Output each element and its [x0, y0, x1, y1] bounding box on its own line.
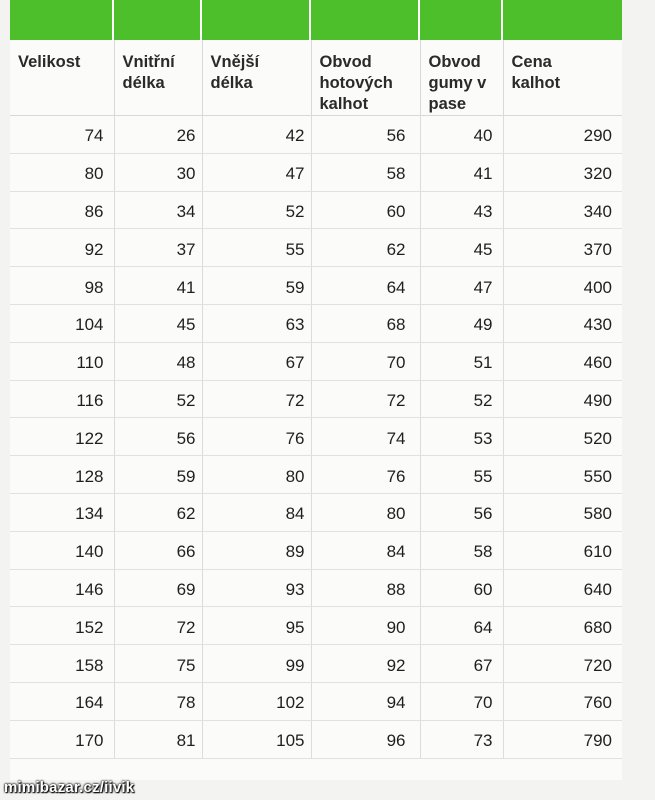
header-line: kalhot [511, 74, 561, 92]
table-cell: 490 [503, 380, 622, 418]
table-cell: 62 [114, 493, 202, 531]
table-cell: 56 [114, 418, 202, 456]
table-cell: 48 [114, 342, 202, 380]
table-row [10, 607, 622, 645]
table-row [10, 116, 622, 154]
table-cell: 400 [503, 267, 622, 305]
table-cell: 580 [503, 493, 622, 531]
table-cell: 47 [420, 267, 503, 305]
table-row [10, 153, 622, 191]
header-line: délka [210, 74, 253, 92]
table-cell: 88 [311, 569, 420, 607]
table-cell: 104 [10, 304, 114, 342]
table-cell: 370 [503, 229, 622, 267]
table-cell: 76 [202, 418, 311, 456]
table-cell: 34 [114, 191, 202, 229]
table-cell: 128 [10, 456, 114, 494]
table-cell: 53 [420, 418, 503, 456]
table-cell: 84 [311, 531, 420, 569]
table-cell: 95 [202, 607, 311, 645]
header-color-cell [420, 0, 503, 40]
table-cell: 158 [10, 645, 114, 683]
table-cell: 55 [202, 229, 311, 267]
table-cell: 60 [420, 569, 503, 607]
table-cell: 74 [311, 418, 420, 456]
table-cell: 72 [311, 380, 420, 418]
table-cell: 93 [202, 569, 311, 607]
table-cell: 55 [420, 456, 503, 494]
table-row [10, 229, 622, 267]
table-cell: 92 [10, 229, 114, 267]
table-cell: 320 [503, 153, 622, 191]
table-cell: 720 [503, 645, 622, 683]
table-cell: 80 [10, 153, 114, 191]
header-line: hotových [319, 74, 393, 92]
column-header-vnitrni-delka [114, 40, 202, 116]
watermark-text: mimibazar.cz/iivik [4, 779, 135, 796]
table-cell: 59 [114, 456, 202, 494]
table-cell: 86 [10, 191, 114, 229]
table-cell: 42 [202, 116, 311, 154]
table-cell: 52 [420, 380, 503, 418]
header-line: délka [122, 74, 165, 92]
table-cell: 30 [114, 153, 202, 191]
table-cell: 74 [10, 116, 114, 154]
table-cell: 430 [503, 304, 622, 342]
table-cell: 51 [420, 342, 503, 380]
table-cell: 164 [10, 682, 114, 720]
table-cell: 64 [420, 607, 503, 645]
table-row [10, 191, 622, 229]
table-cell: 72 [202, 380, 311, 418]
table-cell: 290 [503, 116, 622, 154]
table-row [10, 456, 622, 494]
table-cell: 70 [311, 342, 420, 380]
table-cell: 41 [420, 153, 503, 191]
table-cell: 81 [114, 720, 202, 758]
header-line: gumy v [428, 74, 487, 92]
table-cell: 41 [114, 267, 202, 305]
table-header-row [10, 40, 622, 116]
table-cell: 52 [202, 191, 311, 229]
table-cell: 122 [10, 418, 114, 456]
table-cell: 96 [311, 720, 420, 758]
table-cell: 64 [311, 267, 420, 305]
table-cell: 80 [202, 456, 311, 494]
table-cell: 102 [202, 682, 311, 720]
table-cell: 45 [114, 304, 202, 342]
table-cell: 58 [420, 531, 503, 569]
table-cell: 92 [311, 645, 420, 683]
table-cell: 56 [420, 493, 503, 531]
table-cell: 80 [311, 493, 420, 531]
table-cell: 58 [311, 153, 420, 191]
table-cell: 790 [503, 720, 622, 758]
header-line: kalhot [319, 95, 369, 113]
header-line: Velikost [18, 53, 81, 71]
table-row [10, 569, 622, 607]
table-row [10, 645, 622, 683]
header-color-cell [10, 0, 114, 40]
table-cell: 89 [202, 531, 311, 569]
header-line: Obvod [428, 53, 481, 71]
table-cell: 520 [503, 418, 622, 456]
table-cell: 140 [10, 531, 114, 569]
table-cell: 98 [10, 267, 114, 305]
table-row [10, 304, 622, 342]
header-color-cell [503, 0, 622, 40]
table-cell: 99 [202, 645, 311, 683]
table-cell: 760 [503, 682, 622, 720]
table-cell: 640 [503, 569, 622, 607]
table-cell: 26 [114, 116, 202, 154]
table-cell: 68 [311, 304, 420, 342]
table-row [10, 531, 622, 569]
table-cell: 62 [311, 229, 420, 267]
table-cell: 43 [420, 191, 503, 229]
table-row [10, 493, 622, 531]
table-cell: 56 [311, 116, 420, 154]
table-cell: 460 [503, 342, 622, 380]
table-cell: 134 [10, 493, 114, 531]
header-line: Vnitřní [122, 53, 175, 71]
table-row [10, 720, 622, 758]
table-cell: 170 [10, 720, 114, 758]
table-cell: 94 [311, 682, 420, 720]
table-cell: 116 [10, 380, 114, 418]
table-cell: 550 [503, 456, 622, 494]
table-cell: 40 [420, 116, 503, 154]
table-cell: 152 [10, 607, 114, 645]
column-header-obvod-gumy-v-pase [420, 40, 503, 116]
table-cell: 69 [114, 569, 202, 607]
column-header-velikost [10, 40, 114, 116]
table-cell: 45 [420, 229, 503, 267]
table-cell: 67 [202, 342, 311, 380]
table-cell: 680 [503, 607, 622, 645]
table-cell: 66 [114, 531, 202, 569]
table-cell: 340 [503, 191, 622, 229]
table-cell: 610 [503, 531, 622, 569]
table-cell: 72 [114, 607, 202, 645]
table-cell: 90 [311, 607, 420, 645]
header-color-bar [10, 0, 622, 40]
column-header-vnejsi-delka [202, 40, 311, 116]
column-header-obvod-hotovych-kalhot [311, 40, 420, 116]
table-cell: 60 [311, 191, 420, 229]
table-cell: 146 [10, 569, 114, 607]
table-cell: 84 [202, 493, 311, 531]
table-cell: 75 [114, 645, 202, 683]
table-cell: 78 [114, 682, 202, 720]
table-cell: 37 [114, 229, 202, 267]
table-body [10, 116, 622, 759]
header-line: Vnější [210, 53, 260, 71]
table-cell: 52 [114, 380, 202, 418]
table-cell: 59 [202, 267, 311, 305]
size-table [10, 40, 622, 759]
table-cell: 63 [202, 304, 311, 342]
table-row [10, 418, 622, 456]
table-row [10, 342, 622, 380]
table-cell: 76 [311, 456, 420, 494]
table-cell: 67 [420, 645, 503, 683]
header-line: Cena [511, 53, 552, 71]
table-row [10, 380, 622, 418]
table-cell: 73 [420, 720, 503, 758]
table-row [10, 267, 622, 305]
header-line: Obvod [319, 53, 372, 71]
table-row [10, 682, 622, 720]
table-cell: 110 [10, 342, 114, 380]
header-color-cell [202, 0, 311, 40]
table-cell: 70 [420, 682, 503, 720]
header-line: pase [428, 95, 467, 113]
header-color-cell [114, 0, 202, 40]
table-cell: 49 [420, 304, 503, 342]
header-color-cell [311, 0, 420, 40]
table-cell: 105 [202, 720, 311, 758]
column-header-cena-kalhot [503, 40, 622, 116]
table-cell: 47 [202, 153, 311, 191]
